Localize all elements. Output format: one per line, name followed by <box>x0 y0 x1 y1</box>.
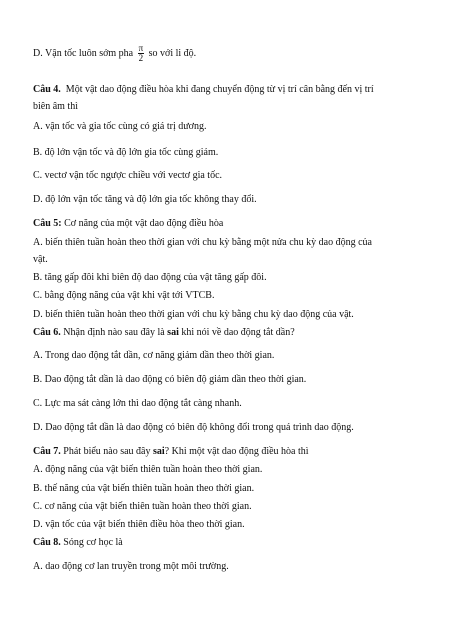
question-6 <box>33 327 420 339</box>
option-text-after: so với li độ. <box>148 47 197 59</box>
option-d: D. biến thiên tuần hoàn theo thời gian với chu kỳ bằng chu kỳ dao động của vật. <box>33 309 354 320</box>
option-a: A. vận tốc và gia tốc cùng có giá trị dương. <box>33 121 207 132</box>
question-label: Câu 5: <box>33 218 62 229</box>
question-label: Câu 6. <box>33 327 61 338</box>
question-emphasis: sai <box>153 446 165 457</box>
question-8 <box>33 537 420 549</box>
question-7 <box>33 446 420 458</box>
question-4 <box>33 84 420 96</box>
question-label: Câu 4. <box>33 84 61 95</box>
fraction-pi-over-2 <box>138 44 145 63</box>
option-a: A. biến thiên tuần hoàn theo thời gian với chu kỳ bằng một nửa chu kỳ dao động của <box>33 237 372 248</box>
question-emphasis: sai <box>167 327 179 338</box>
question-text-after: khi nói về dao động tắt dần? <box>181 327 295 338</box>
question-text: Một vật dao động điều hòa khi đang chuyển động từ vị trí cân bằng đến vị trí <box>65 84 374 95</box>
option-a: A. động năng của vật biến thiên tuần hoàn theo thời gian. <box>33 464 263 475</box>
option-text: D. Vận tốc luôn sớm pha <box>33 47 134 59</box>
option-c: C. cơ năng của vật biến thiên tuần hoàn theo thời gian. <box>33 501 252 512</box>
option-a: A. Trong dao động tắt dần, cơ năng giảm dần theo thời gian. <box>33 350 275 361</box>
question-text-after: ? Khi một vật dao động điều hòa thì <box>164 446 309 457</box>
option-c: C. Lực ma sát càng lớn thì dao động tắt càng nhanh. <box>33 398 242 409</box>
fraction-denominator: 2 <box>138 53 144 63</box>
question-label: Câu 8. <box>33 537 61 548</box>
option-b: B. độ lớn vận tốc và độ lớn gia tốc cùng giảm. <box>33 147 219 158</box>
option-d: D. độ lớn vận tốc tăng và độ lớn gia tốc không thay đổi. <box>33 194 257 205</box>
question-5 <box>33 218 420 230</box>
option-d: D. vận tốc của vật biến thiên điều hòa theo thời gian. <box>33 519 245 530</box>
option-b: B. Dao động tắt dần là dao động có biên độ giảm dần theo thời gian. <box>33 374 307 385</box>
option-a-cont: vật. <box>33 254 48 265</box>
question-text: Cơ năng của một vật dao động điều hòa <box>64 218 224 229</box>
option-c: C. bằng động năng của vật khi vật tới VTCB. <box>33 290 215 301</box>
fraction-numerator: π <box>138 43 144 53</box>
option-a: A. dao động cơ lan truyền trong một môi trường. <box>33 561 229 572</box>
option-c: C. vectơ vận tốc ngược chiều với vectơ gia tốc. <box>33 170 223 181</box>
option-d-prev <box>33 44 420 63</box>
question-label: Câu 7. <box>33 446 61 457</box>
question-text: Phát biểu nào sau đây <box>63 446 151 457</box>
question-text: Sóng cơ học là <box>63 537 123 548</box>
question-4-cont: biên âm thì <box>33 101 78 112</box>
option-d: D. Dao động tắt dần là dao động có biên độ không đổi trong quá trình dao động. <box>33 422 354 433</box>
option-b: B. thế năng của vật biến thiên tuần hoàn theo thời gian. <box>33 483 255 494</box>
question-text: Nhận định nào sau đây là <box>63 327 165 338</box>
option-b: B. tăng gấp đôi khi biên độ dao động của vật tăng gấp đôi. <box>33 272 267 283</box>
